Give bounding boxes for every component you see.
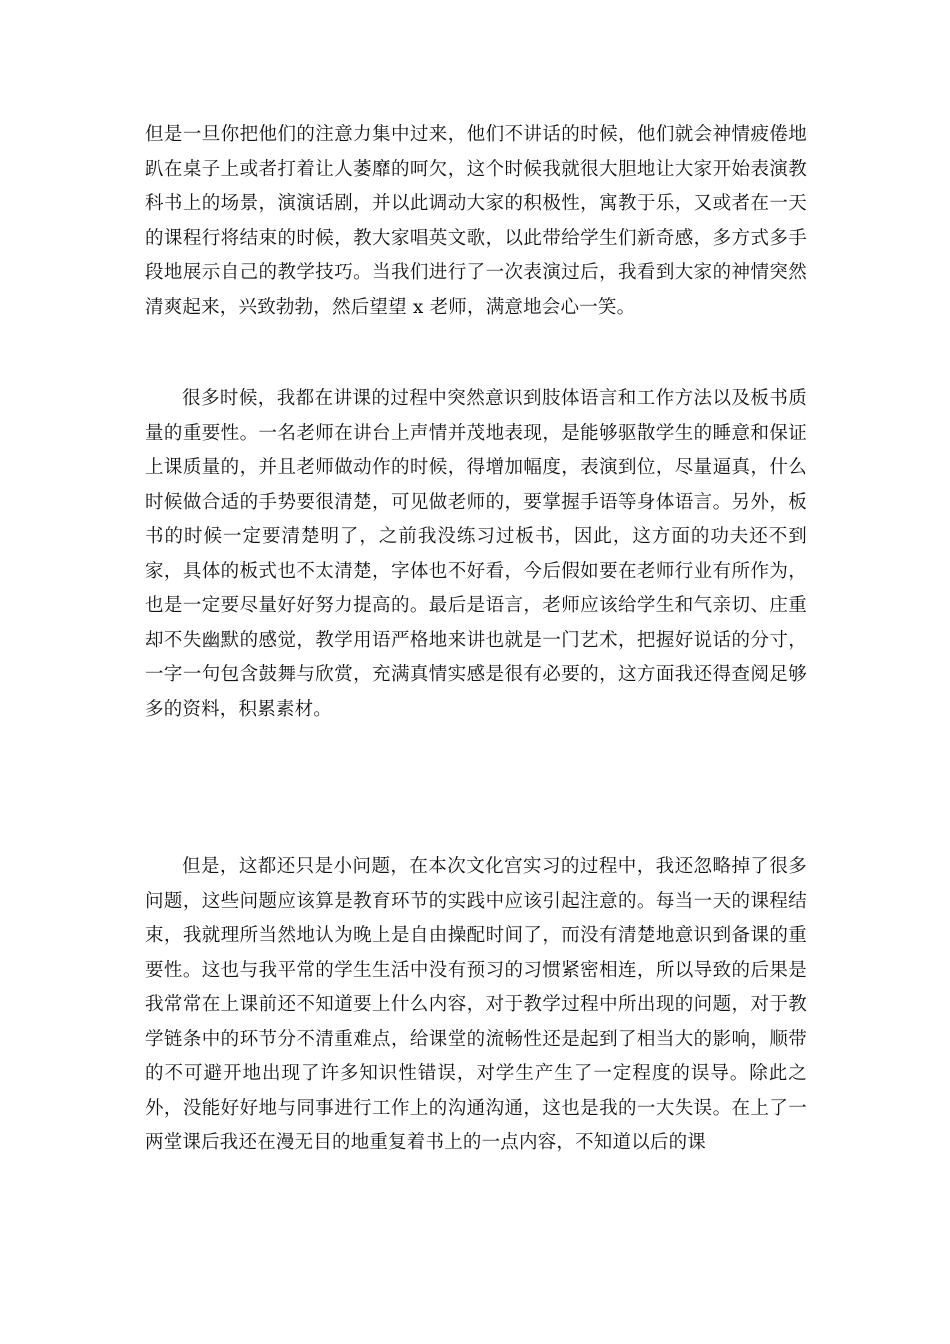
paragraph-3: 但是，这都还只是小问题，在本次文化宫实习的过程中，我还忽略掉了很多问题，这些问题应该算是教育环节的实践中应该引起注意的。每当一天的课程结束，我就理所当然地认为晚上是自由操配时间了，而没有清楚地意识到备课的重要性。这也与我平常的学生生活中没有预习的习惯紧密相连，所以导致的后果是我常常在上课前还不知道要上什么内容，对于教学过程中所出现的问题，对于教学链条中的环节分不清重难点，给课堂的流畅性还是起到了相当大的影响，顺带的不可避开地出现了许多知识性错误，对学生产生了一定程度的误导。除此之外，没能好好地与同事进行工作上的沟通沟通，这也是我的一大失误。在上了一两堂课后我还在漫无目的地重复着书上的一点内容，不知道以后的课: [145, 856, 807, 1153]
paragraph-2: 很多时候，我都在讲课的过程中突然意识到肢体语言和工作方法以及板书质量的重要性。一名老师在讲台上声情并茂地表现，是能够驱散学生的睡意和保证上课质量的，并且老师做动作的时候，得增加幅度，表演到位，尽量逼真，什么时候做合适的手势要很清楚，可见做老师的，要掌握手语等身体语言。另外，板书的时候一定要清楚明了，之前我没练习过板书，因此，这方面的功夫还不到家，具体的板式也不太清楚，字体也不好看，今后假如要在老师行业有所作为，也是一定要尽量好好努力提高的。最后是语言，老师应该给学生和气亲切、庄重却不失幽默的感觉，教学用语严格地来讲也就是一门艺术，把握好说话的分寸，一字一句包含鼓舞与欣赏，充满真情实感是很有必要的，这方面我还得查阅足够多的资料，积累素材。: [145, 388, 807, 720]
paragraph-1: 但是一旦你把他们的注意力集中过来，他们不讲话的时候，他们就会神情疲倦地趴在桌子上或者打着让人萎靡的呵欠，这个时候我就很大胆地让大家开始表演教科书上的场景，演演话剧，并以此调动大家的积极性，寓教于乐，又或者在一天的课程行将结束的时候，教大家唱英文歌，以此带给学生们新奇感，多方式多手段地展示自己的教学技巧。当我们进行了一次表演过后，我看到大家的神情突然清爽起来，兴致勃勃，然后望望 x 老师，满意地会心一笑。: [145, 124, 807, 318]
